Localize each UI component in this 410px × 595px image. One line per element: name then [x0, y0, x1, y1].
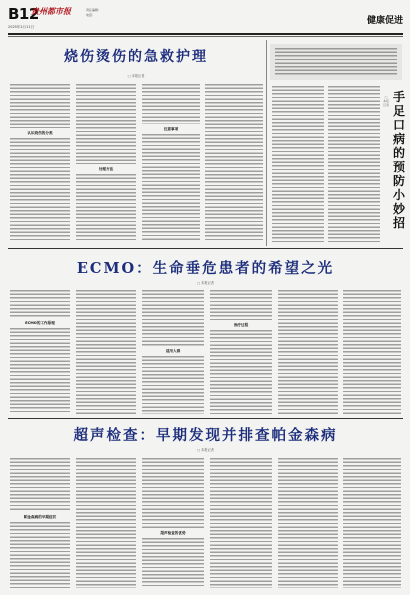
- article-body-burns: [205, 84, 263, 242]
- masthead-meta: [86, 8, 101, 18]
- article-body-hfmd: [328, 86, 380, 244]
- article-byline-ultrasound: □ 本报记者: [197, 448, 214, 452]
- subhead-burns-3: 注意事项: [163, 127, 179, 131]
- article-body-burns: [10, 84, 70, 128]
- article-body-ultrasound: [142, 458, 204, 528]
- article-byline-hfmd: □ 本报记者: [383, 95, 390, 107]
- editor-line: 责任编辑：: [86, 8, 102, 12]
- subhead-ecmo-3: 治疗过程: [233, 323, 249, 327]
- article-body-ultrasound: [343, 458, 401, 588]
- article-title-hfmd: 手足口病的预防小妙招: [392, 90, 405, 230]
- article-body-ecmo: [278, 290, 338, 414]
- section-divider: [8, 418, 403, 419]
- article-title-ultrasound: 超声检查：早期发现并排查帕金森病: [73, 427, 338, 444]
- masthead: [8, 4, 403, 34]
- article-body-ultrasound: [10, 458, 70, 512]
- article-body-burns: [142, 134, 200, 242]
- article-body-ultrasound: [10, 522, 70, 588]
- subhead-ultrasound-2: 超声检查的优势: [160, 531, 186, 535]
- article-body-ecmo: [10, 290, 70, 318]
- article-byline-ecmo: □ 本报记者: [197, 281, 214, 285]
- subhead-ecmo-1: ECMO的工作原理: [25, 321, 55, 325]
- masthead-rule: [8, 33, 403, 35]
- article-body-ultrasound: [76, 458, 136, 588]
- page-number: B12: [8, 5, 39, 23]
- article-body-ecmo: [76, 290, 136, 414]
- article-body-ecmo: [210, 330, 272, 414]
- article-body-hfmd: [272, 86, 324, 244]
- article-body-ultrasound: [278, 458, 338, 588]
- subhead-ultrasound-1: 帕金森病的早期症状: [23, 515, 57, 519]
- article-title-ecmo: ECMO：生命垂危患者的希望之光: [76, 260, 335, 277]
- paper-name: 贵州都市报: [31, 6, 71, 16]
- article-byline-burns: □ 本报记者: [127, 74, 145, 78]
- article-body-ecmo: [142, 290, 204, 346]
- issue-date: 2025年2月11日: [8, 25, 35, 29]
- section-divider: [8, 248, 403, 249]
- article-body-ecmo: [343, 290, 401, 414]
- contact-line: 电话：: [86, 13, 96, 17]
- article-body-burns: [10, 138, 70, 242]
- article-body-burns: [142, 84, 200, 124]
- article-body-ecmo: [210, 290, 272, 320]
- article-body-ultrasound: [142, 538, 204, 588]
- article-intro-text: [275, 48, 397, 76]
- subhead-burns-2: 处理方法: [98, 167, 114, 171]
- article-body-ecmo: [10, 328, 70, 414]
- article-body-burns: [76, 174, 136, 242]
- article-body-ecmo: [142, 356, 204, 414]
- subhead-burns-1: 认识烧伤的分类: [27, 131, 53, 135]
- article-title-burns: 烧伤烫伤的急救护理: [64, 49, 208, 65]
- article-body-ultrasound: [210, 458, 272, 588]
- section-name: 健康促进: [366, 16, 403, 26]
- subhead-ecmo-2: 适用人群: [165, 349, 181, 353]
- article-body-burns: [76, 84, 136, 164]
